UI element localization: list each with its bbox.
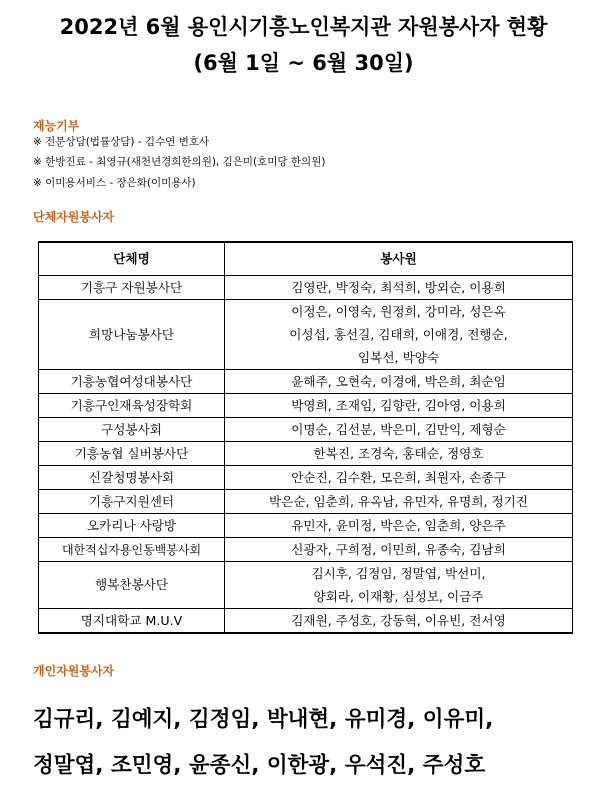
groups-section-label: 단체자원봉사자 (33, 210, 115, 224)
members-line: 유민자, 윤미정, 박은순, 임춘희, 양은주 (291, 518, 506, 533)
talent-item: ※ 한방진료 - 최영규(새천년경희한의원), 김은미(호미당 한의원) (33, 156, 326, 168)
individuals-section-label: 개인자원봉사자 (33, 664, 115, 678)
members-line: 윤해주, 오현숙, 이경애, 박은희, 최순임 (291, 374, 506, 389)
members-line: 이명순, 김선분, 박은미, 김만익, 제형순 (291, 422, 506, 437)
group-name-cell: 행복찬봉사단 (39, 562, 225, 609)
individuals-line: 정말엽, 조민영, 윤종신, 이한광, 우석진, 주성호 (33, 753, 486, 778)
table-row (39, 514, 573, 538)
table-row (39, 418, 573, 442)
group-volunteers-table (38, 241, 573, 634)
group-name-cell: 기흥농협여성대봉사단 (39, 370, 225, 394)
members-line: 김영란, 박정숙, 최석희, 방외순, 이용희 (291, 280, 506, 295)
table-row (39, 394, 573, 418)
group-members-cell (225, 276, 573, 300)
members-line: 이성섭, 홍선길, 김태희, 이애경, 전행순, (289, 327, 508, 342)
group-name-cell: 명지대학교 M.U.V (39, 609, 225, 634)
table-row (39, 538, 573, 562)
group-members-cell (225, 418, 573, 442)
table-row (39, 276, 573, 300)
members-line: 한복진, 조경숙, 홍태순, 정영호 (313, 446, 484, 461)
members-line: 신광자, 구희정, 이민희, 유종숙, 김남희 (291, 542, 506, 557)
group-name-cell: 희망나눔봉사단 (39, 300, 225, 370)
table-header-row (39, 242, 573, 276)
individual-volunteers-list (33, 697, 593, 789)
individuals-line: 김규리, 김예지, 김정임, 박내현, 유미경, 이유미, (33, 707, 494, 732)
group-name-cell: 기흥구 자원봉사단 (39, 276, 225, 300)
group-name-cell: 기흥구인재육성장학회 (39, 394, 225, 418)
table-row (39, 562, 573, 609)
group-members-cell (225, 300, 573, 370)
group-members-cell (225, 609, 573, 634)
members-line: 김재원, 주성호, 강동혁, 이유빈, 전서영 (291, 613, 506, 628)
group-members-cell (225, 394, 573, 418)
talent-item: ※ 전문상담(법률상담) - 김수연 변호사 (33, 136, 210, 148)
group-name-cell: 오카리나 사랑방 (39, 514, 225, 538)
page-subtitle-period: (6월 1일 ~ 6월 30일) (193, 51, 414, 75)
group-name-cell: 구성봉사회 (39, 418, 225, 442)
page-title: 2022년 6월 용인시기흥노인복지관 자원봉사자 현황 (59, 15, 548, 39)
members-line: 양회라, 이재황, 심성보, 이금주 (313, 589, 484, 604)
members-line: 김시후, 김정임, 정말엽, 박선미, (311, 566, 486, 581)
table-row (39, 609, 573, 634)
group-members-cell (225, 538, 573, 562)
group-members-cell (225, 490, 573, 514)
group-name-cell: 대한적십자용인동백봉사회 (39, 538, 225, 562)
group-name-cell: 기흥구지원센터 (39, 490, 225, 514)
table-row (39, 490, 573, 514)
talent-item: ※ 이미용서비스 - 장은화(이미용사) (33, 177, 196, 189)
group-members-cell (225, 442, 573, 466)
header-members: 봉사원 (225, 242, 573, 276)
table-row (39, 370, 573, 394)
talent-section-label: 재능기부 (33, 119, 80, 133)
group-members-cell (225, 562, 573, 609)
group-name-cell: 기흥농협 실버봉사단 (39, 442, 225, 466)
group-members-cell (225, 370, 573, 394)
group-members-cell (225, 466, 573, 490)
members-line: 임복선, 박양숙 (358, 350, 439, 365)
table-row (39, 442, 573, 466)
members-line: 박은순, 임춘희, 유옥남, 유민자, 유명희, 정기진 (268, 494, 528, 509)
members-line: 이정은, 이영숙, 원정희, 강미라, 성은옥 (291, 304, 506, 319)
group-name-cell: 신갈청명봉사회 (39, 466, 225, 490)
group-members-cell (225, 514, 573, 538)
table-row (39, 466, 573, 490)
members-line: 박영희, 조재임, 김향란, 김아영, 이용희 (291, 398, 506, 413)
members-line: 안순진, 김수환, 모은희, 최원자, 손종구 (291, 470, 506, 485)
table-row (39, 300, 573, 370)
header-group-name: 단체명 (39, 242, 225, 276)
